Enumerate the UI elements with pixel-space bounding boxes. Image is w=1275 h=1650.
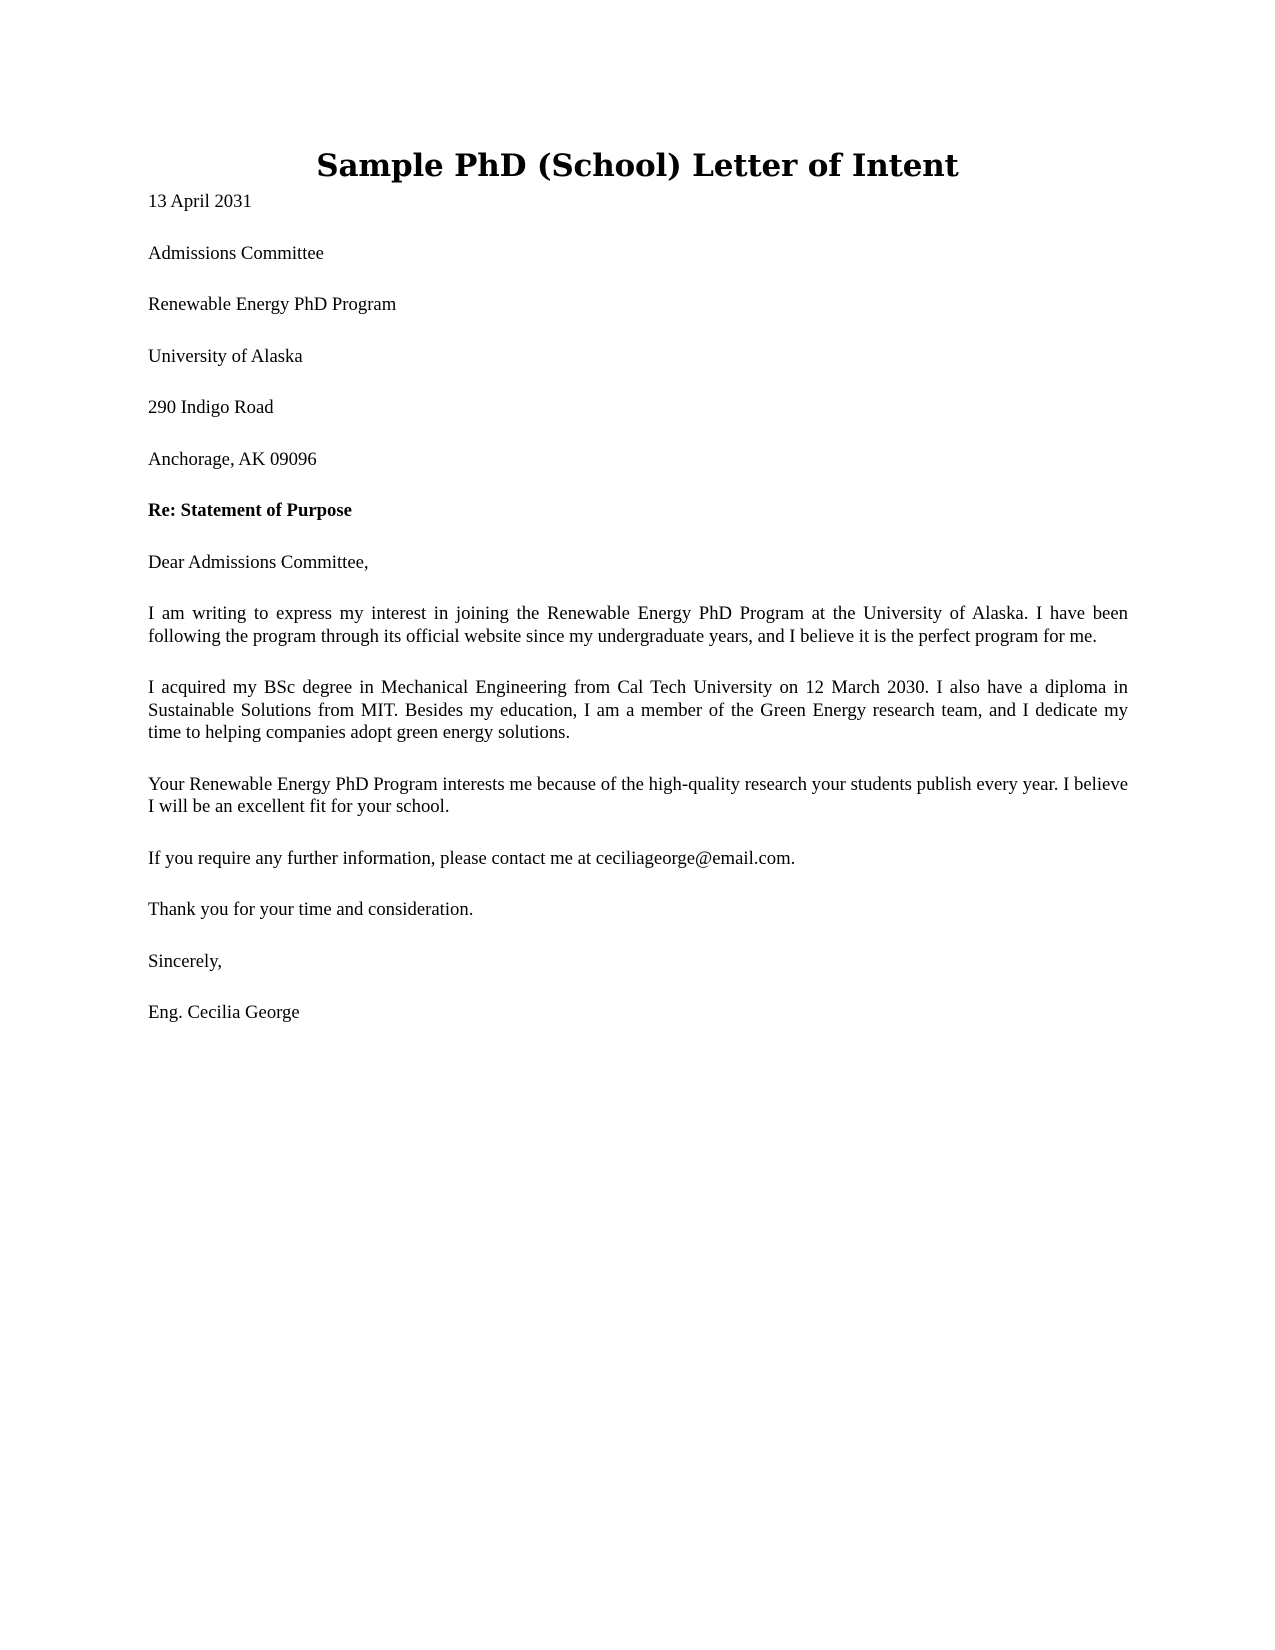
letter-closing: Sincerely,: [148, 950, 223, 972]
letter-paragraph-contact: If you require any further information, please contact me at ceciliageorge@email.com.: [148, 847, 796, 869]
letter-subject: Re: Statement of Purpose: [148, 500, 352, 521]
letter-paragraph-interest: I am writing to express my interest in joining the Renewable Energy PhD Program at the University of Alaska. I have been following the program through its official website since my undergraduate years, and I believe it is the perfect program for me.: [148, 603, 1128, 647]
letter-signature: Eng. Cecilia George: [148, 1002, 300, 1023]
letter-paragraph-thanks: Thank you for your time and consideration.: [148, 899, 474, 920]
recipient-line-committee: Admissions Committee: [148, 242, 324, 264]
letter-body: [148, 191, 1128, 1054]
letter-date: 13 April 2031: [148, 191, 252, 212]
document-title: Sample PhD (School) Letter of Intent: [316, 148, 959, 184]
recipient-line-street: 290 Indigo Road: [148, 397, 274, 418]
recipient-line-university: University of Alaska: [148, 345, 303, 367]
letter-paragraph-education: I acquired my BSc degree in Mechanical Engineering from Cal Tech University on 12 March 2030. I also have a diploma in Sustainable Solutions from MIT. Besides my education, I am a member of the Green Energy research team, and I dedicate my time to helping companies adopt green energy solutions.: [148, 677, 1128, 743]
recipient-line-city: Anchorage, AK 09096: [148, 448, 317, 470]
letter-paragraph-fit: Your Renewable Energy PhD Program interests me because of the high-quality research your students publish every year. I believe I will be an excellent fit for your school.: [148, 773, 1128, 817]
letter-salutation: Dear Admissions Committee,: [148, 551, 369, 573]
recipient-line-program: Renewable Energy PhD Program: [148, 294, 397, 315]
